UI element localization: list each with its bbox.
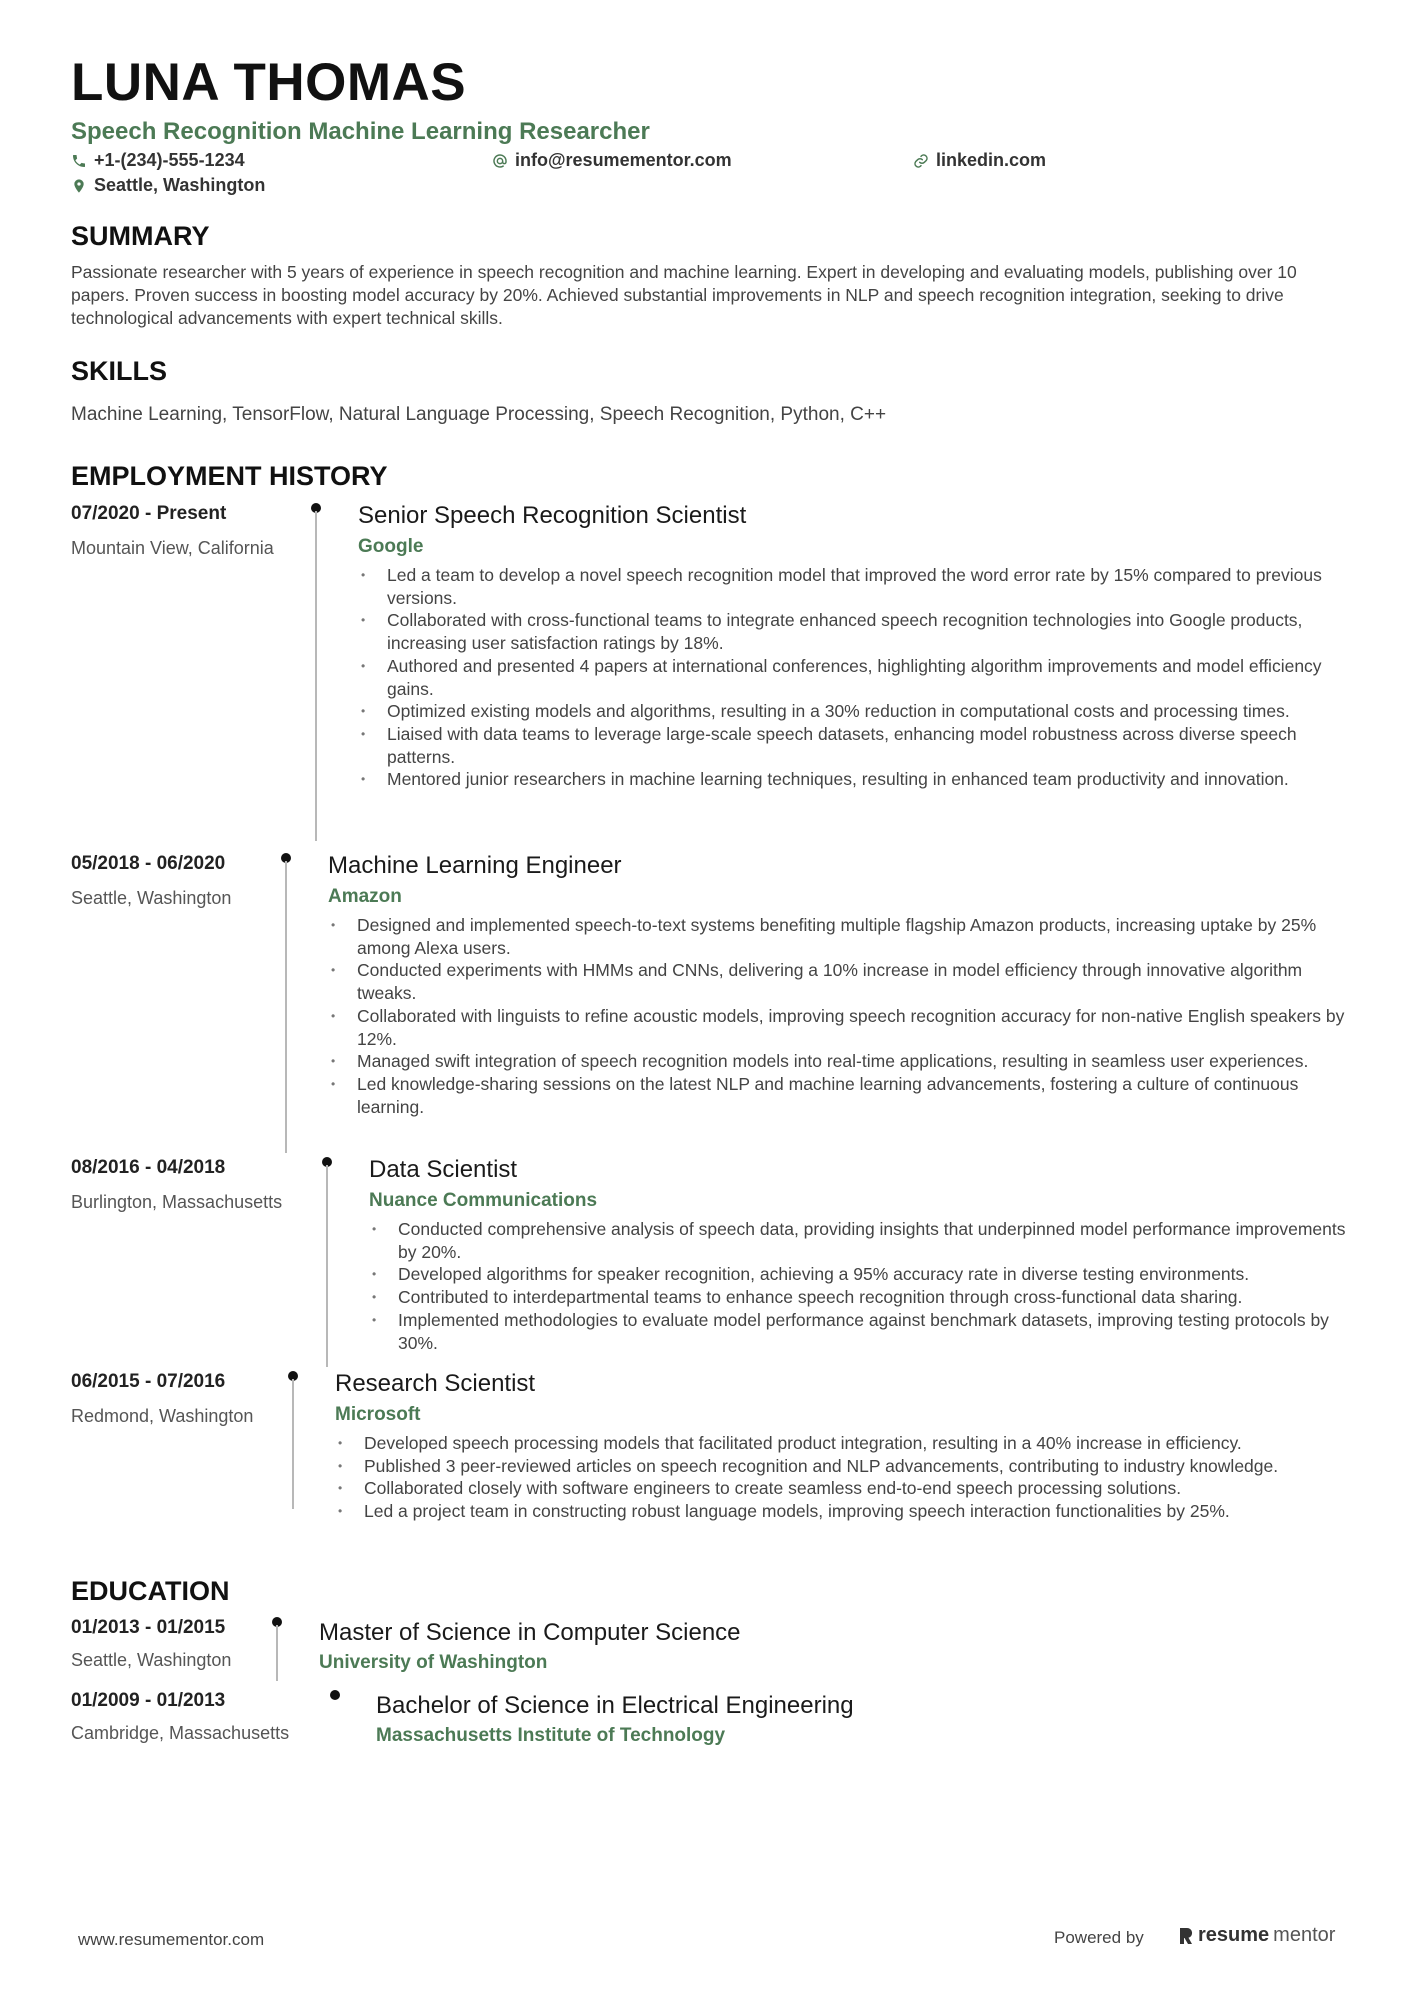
list-item: • Developed algorithms for speaker recognition, achieving a 95% accuracy rate in diverse testing environments. xyxy=(369,1263,1351,1286)
list-item: • Published 3 peer-reviewed articles on speech recognition and NLP advancements, contributing to industry knowledge. xyxy=(335,1455,1351,1478)
education-dates: 01/2009 - 01/2013 xyxy=(71,1690,226,1711)
education-dates: 01/2013 - 01/2015 xyxy=(71,1617,226,1638)
brand-light: mentor xyxy=(1273,1924,1336,1946)
linkedin-text: linkedin.com xyxy=(936,150,1047,170)
timeline-line xyxy=(276,1625,278,1681)
job-location: Mountain View, California xyxy=(71,538,274,558)
job-entry xyxy=(71,1157,1351,1367)
employment-heading: EMPLOYMENT HISTORY xyxy=(71,461,388,491)
education-school: University of Washington xyxy=(319,1652,548,1673)
list-item: • Collaborated closely with software engineers to create seamless end-to-end speech processing solutions. xyxy=(335,1477,1351,1500)
list-item: • Implemented methodologies to evaluate model performance against benchmark datasets, improving testing protocols by 30%. xyxy=(369,1309,1351,1354)
at-sign-icon xyxy=(492,153,508,169)
job-entry xyxy=(71,853,1351,1153)
candidate-name: LUNA THOMAS xyxy=(71,53,467,112)
list-item: • Authored and presented 4 papers at international conferences, highlighting algorithm improvements and model efficiency gains. xyxy=(358,655,1351,700)
job-dates: 08/2016 - 04/2018 xyxy=(71,1157,226,1178)
job-bullets xyxy=(358,564,1351,791)
link-icon xyxy=(913,153,929,169)
contact-email[interactable] xyxy=(492,150,732,171)
footer-website-link[interactable]: www.resumementor.com xyxy=(78,1930,265,1949)
job-company: Amazon xyxy=(328,886,402,907)
list-item: • Optimized existing models and algorithms, resulting in a 30% reduction in computational costs and processing times. xyxy=(358,700,1351,723)
job-entry xyxy=(71,503,1351,838)
list-item: • Collaborated with cross-functional teams to integrate enhanced speech recognition technologies into Google products, increasing user satisfaction ratings by 18%. xyxy=(358,609,1351,654)
summary-heading: SUMMARY xyxy=(71,221,210,251)
skills-text: Machine Learning, TensorFlow, Natural Language Processing, Speech Recognition, Python, C++ xyxy=(71,404,887,425)
skills-heading: SKILLS xyxy=(71,356,168,386)
contact-phone[interactable] xyxy=(71,150,245,171)
list-item: • Led a team to develop a novel speech recognition model that improved the word error rate by 15% compared to previous versions. xyxy=(358,564,1351,609)
job-bullets xyxy=(369,1218,1351,1354)
list-item: • Contributed to interdepartmental teams to enhance speech recognition through cross-functional data sharing. xyxy=(369,1286,1351,1309)
job-entry xyxy=(71,1370,1351,1522)
education-entry xyxy=(71,1690,1351,1750)
list-item: • Designed and implemented speech-to-text systems benefiting multiple flagship Amazon products, increasing uptake by 25% among Alexa users. xyxy=(328,914,1351,959)
timeline-line xyxy=(285,861,287,1153)
job-bullets xyxy=(328,914,1351,1118)
phone-icon xyxy=(71,153,87,169)
summary-text: Passionate researcher with 5 years of experience in speech recognition and machine learning. Expert in developing and evaluating models, publishing over 10 papers. Proven success in boosting model accuracy by 20%. Achieved substantial improvements in NLP and speech recognition integration, seeking to drive technological advancements with expert technical skills. xyxy=(71,262,1297,328)
education-entry xyxy=(71,1617,1351,1682)
phone-text: +1-(234)-555-1234 xyxy=(94,150,245,170)
job-dates: 06/2015 - 07/2016 xyxy=(71,1371,226,1392)
education-location: Seattle, Washington xyxy=(71,1650,232,1670)
list-item: • Managed swift integration of speech recognition models into real-time applications, resulting in seamless user experiences. xyxy=(328,1050,1351,1073)
job-company: Google xyxy=(358,536,424,557)
resumementor-logo-icon xyxy=(1178,1926,1194,1946)
list-item: • Led knowledge-sharing sessions on the latest NLP and machine learning advancements, fostering a culture of continuous learning. xyxy=(328,1073,1351,1118)
job-location: Burlington, Massachusetts xyxy=(71,1192,283,1212)
job-company: Nuance Communications xyxy=(369,1190,598,1211)
education-heading: EDUCATION xyxy=(71,1576,230,1606)
job-dates: 05/2018 - 06/2020 xyxy=(71,853,226,874)
education-location: Cambridge, Massachusetts xyxy=(71,1723,290,1743)
job-bullets xyxy=(335,1432,1351,1523)
list-item: • Led a project team in constructing robust language models, improving speech interaction functionalities by 25%. xyxy=(335,1500,1351,1523)
list-item: • Developed speech processing models that facilitated product integration, resulting in a 40% increase in efficiency. xyxy=(335,1432,1351,1455)
education-degree: Bachelor of Science in Electrical Engineering xyxy=(376,1692,854,1719)
job-company: Microsoft xyxy=(335,1404,421,1425)
location-text: Seattle, Washington xyxy=(94,175,266,195)
map-pin-icon xyxy=(71,178,87,194)
timeline-line xyxy=(326,1165,328,1367)
timeline-line xyxy=(292,1379,294,1509)
job-dates: 07/2020 - Present xyxy=(71,503,227,524)
timeline-dot xyxy=(330,1690,340,1700)
email-text: info@resumementor.com xyxy=(515,150,732,170)
job-role: Senior Speech Recognition Scientist xyxy=(358,502,747,529)
timeline-line xyxy=(315,511,317,841)
job-location: Seattle, Washington xyxy=(71,888,232,908)
education-degree: Master of Science in Computer Science xyxy=(319,1619,741,1646)
contact-linkedin[interactable] xyxy=(913,150,1046,171)
list-item: • Collaborated with linguists to refine acoustic models, improving speech recognition accuracy for non-native English speakers by 12%. xyxy=(328,1005,1351,1050)
job-role: Machine Learning Engineer xyxy=(328,852,622,879)
candidate-title: Speech Recognition Machine Learning Researcher xyxy=(71,118,650,145)
list-item: • Liaised with data teams to leverage large-scale speech datasets, enhancing model robustness across diverse speech patterns. xyxy=(358,723,1351,768)
list-item: • Conducted comprehensive analysis of speech data, providing insights that underpinned model performance improvements by 20%. xyxy=(369,1218,1351,1263)
job-location: Redmond, Washington xyxy=(71,1406,254,1426)
list-item: • Conducted experiments with HMMs and CNNs, delivering a 10% increase in model efficiency through innovative algorithm tweaks. xyxy=(328,959,1351,1004)
brand-bold: resume xyxy=(1198,1924,1270,1946)
job-role: Research Scientist xyxy=(335,1370,536,1397)
contact-location xyxy=(71,175,265,196)
list-item: • Mentored junior researchers in machine learning techniques, resulting in enhanced team productivity and innovation. xyxy=(358,768,1351,791)
footer-powered-by: Powered by xyxy=(1054,1928,1144,1947)
job-role: Data Scientist xyxy=(369,1156,518,1183)
education-school: Massachusetts Institute of Technology xyxy=(376,1725,726,1746)
footer-brand-logo[interactable] xyxy=(1178,1924,1335,1947)
